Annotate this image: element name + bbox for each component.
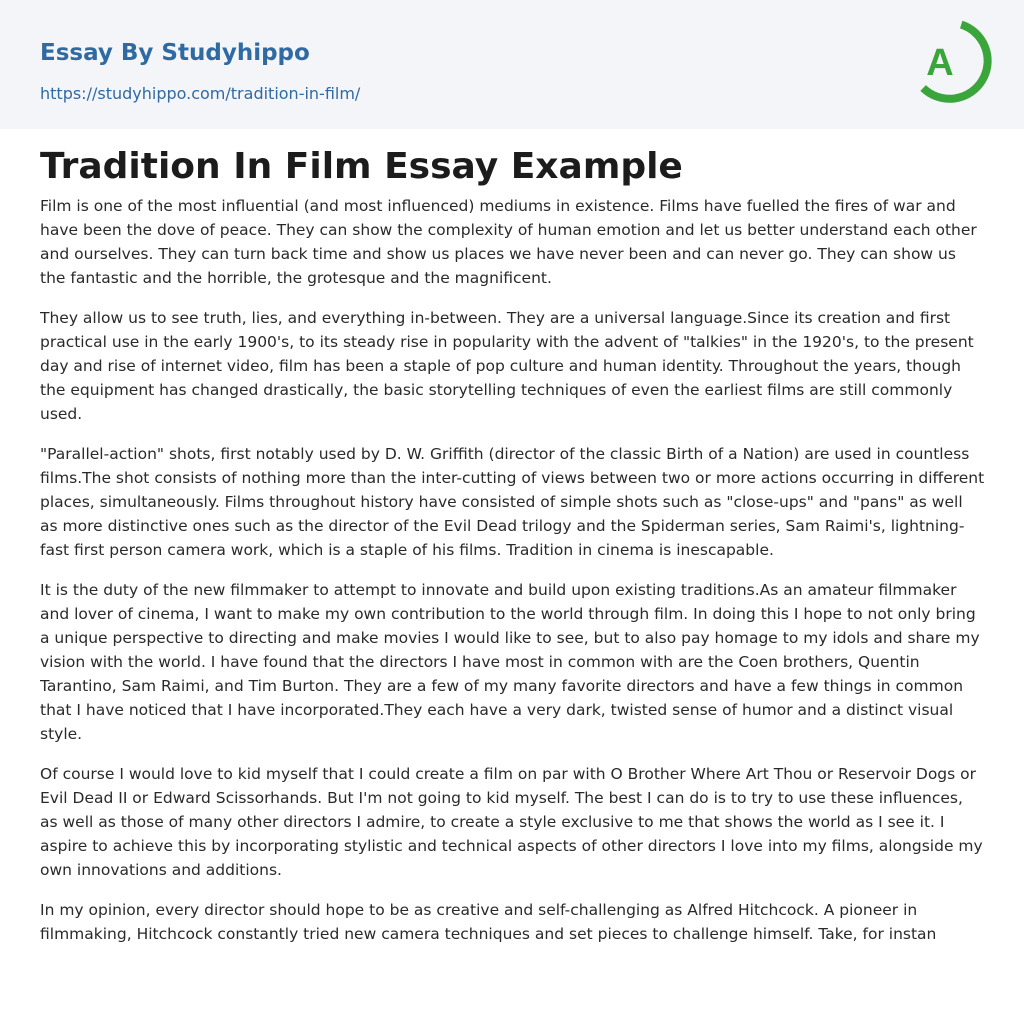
source-url-link[interactable]: https://studyhippo.com/tradition-in-film/	[40, 84, 361, 103]
site-header	[0, 0, 1024, 129]
logo-letter: A	[926, 42, 954, 84]
essay-paragraph: Of course I would love to kid myself that I could create a film on par with O Brother Where Art Thou or Reservoir Dogs or Evil Dead II or Edward Scissorhands. But I'm not going to kid myself. The best I can do is to try to use these influences, as well as those of many other directors I admire, to create a style exclusive to me that shows the world as I see it. I aspire to achieve this by incorporating stylistic and technical aspects of other directors I love into my films, alongside my own innovations and additions.	[40, 765, 983, 879]
essay-paragraph: "Parallel-action" shots, first notably used by D. W. Griffith (director of the classic Birth of a Nation) are used in countless films.The shot consists of nothing more than the inter-cutting of views between two or more actions occurring in different places, simultaneously. Films throughout history have consisted of simple shots such as "close-ups" and "pans" as well as more distinctive ones such as the director of the Evil Dead trilogy and the Spiderman series, Sam Raimi's, lightning-fast first person camera work, which is a staple of his films. Tradition in cinema is inescapable.	[40, 445, 985, 559]
essay-body	[40, 194, 985, 974]
site-title[interactable]: Essay By Studyhippo	[40, 40, 310, 66]
essay-paragraph: Film is one of the most influential (and most influenced) mediums in existence. Films have fuelled the fires of war and have been the dove of peace. They can show the complexity of human emotion and let us better understand each other and ourselves. They can turn back time and show us places we have never been and can never go. They can show us the fantastic and the horrible, the grotesque and the magnificent.	[40, 197, 977, 287]
essay-paragraph: In my opinion, every director should hope to be as creative and self-challenging as Alfred Hitchcock. A pioneer in filmmaking, Hitchcock constantly tried new camera techniques and set pieces to challenge himself. Take, for instan	[40, 901, 937, 943]
essay-paragraph: They allow us to see truth, lies, and everything in-between. They are a universal language.Since its creation and first practical use in the early 1900's, to its steady rise in popularity with the advent of "talkies" in the 1920's, to the present day and rise of internet video, film has been a staple of pop culture and human identity. Throughout the years, though the equipment has changed drastically, the basic storytelling techniques of even the earliest films are still commonly used.	[40, 309, 974, 423]
essay-title: Tradition In Film Essay Example	[40, 146, 683, 187]
essay-paragraph: It is the duty of the new filmmaker to attempt to innovate and build upon existing traditions.As an amateur filmmaker and lover of cinema, I want to make my own contribution to the world through film. In doing this I hope to not only bring a unique perspective to directing and make movies I would like to see, but to also pay homage to my idols and share my vision with the world. I have found that the directors I have most in common with are the Coen brothers, Quentin Tarantino, Sam Raimi, and Tim Burton. They are a few of my many favorite directors and have a few things in common that I have noticed that I have incorporated.They each have a very dark, twisted sense of humor and a distinct visual style.	[40, 581, 980, 743]
studyhippo-logo-icon[interactable]	[908, 19, 992, 103]
